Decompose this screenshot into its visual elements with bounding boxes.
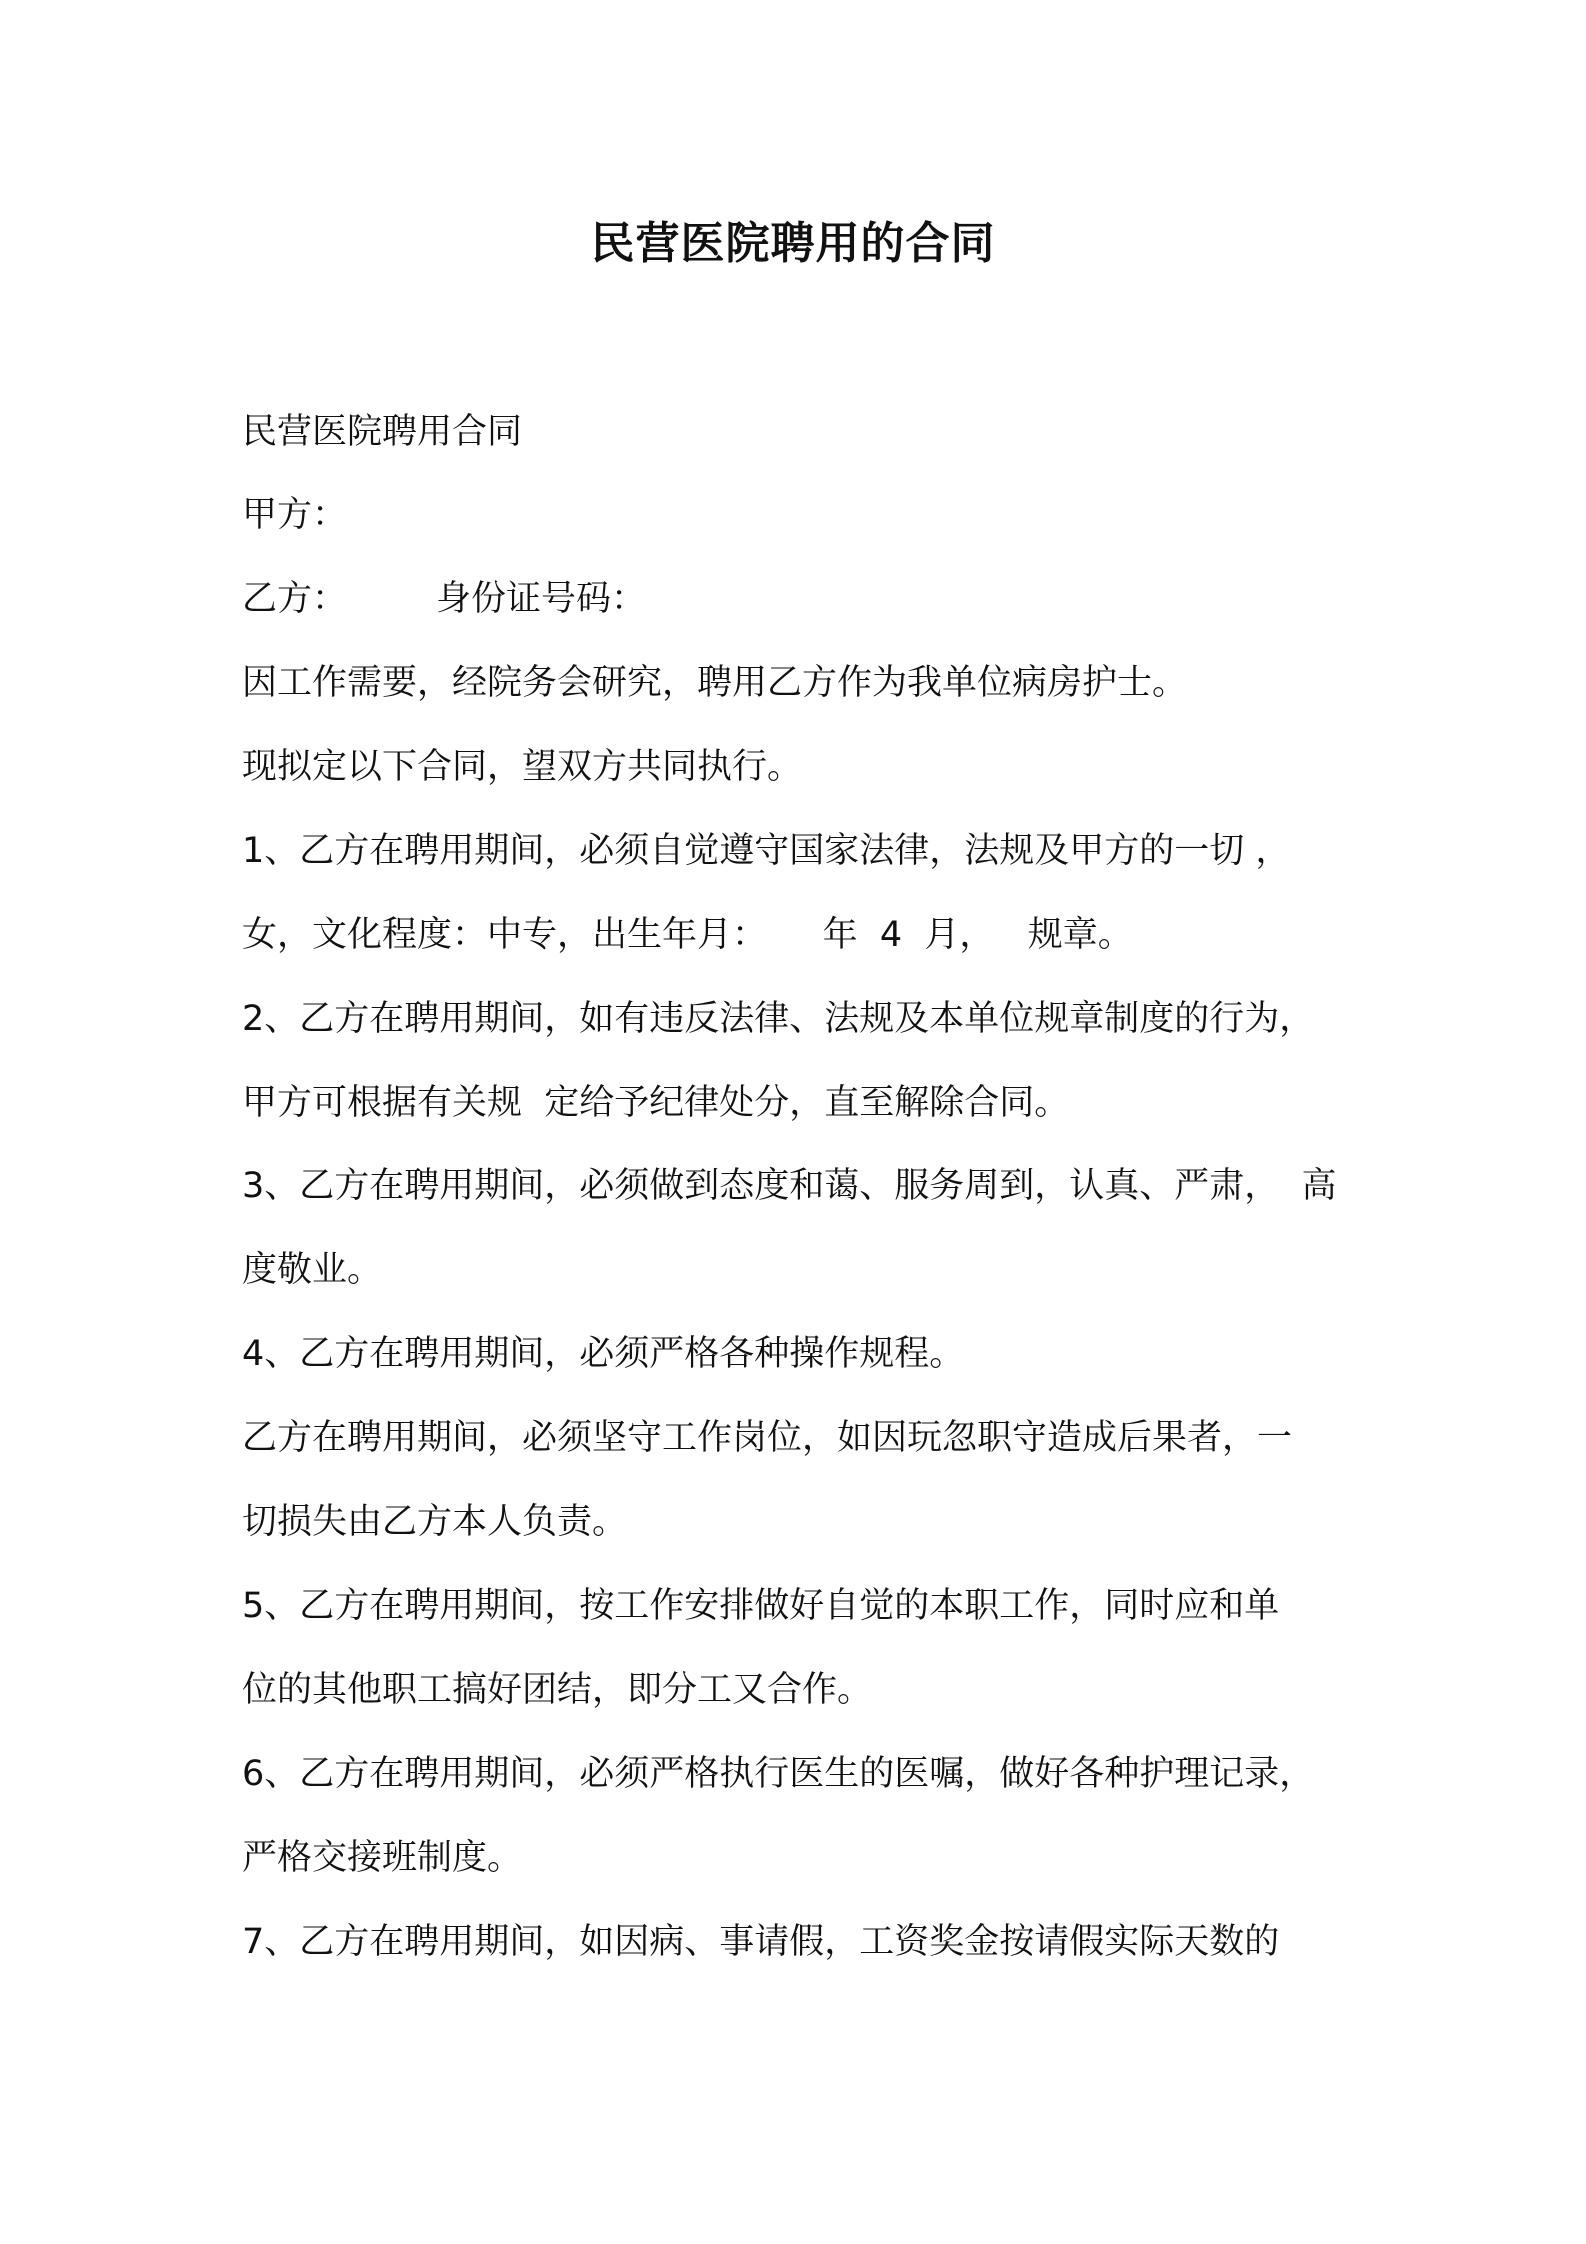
text-line: 1、乙方在聘用期间，必须自觉遵守国家法律，法规及甲方的一切 ，	[242, 831, 1291, 871]
text-line: 乙方在聘用期间，必须坚守工作岗位，如因玩忽职守造成后果者，一	[242, 1418, 1293, 1458]
text-line: 甲方可根据有关规 定给予纪律处分，直至解除合同。	[242, 1083, 1070, 1123]
text-line: 切损失由乙方本人负责。	[242, 1502, 628, 1542]
text-line: 因工作需要，经院务会研究，聘用乙方作为我单位病房护士。	[242, 663, 1188, 703]
text-line: 民营医院聘用合同	[242, 412, 523, 452]
text-line: 3、乙方在聘用期间，必须做到态度和蔼、服务周到，认真、严肃， 高	[242, 1166, 1337, 1206]
text-line: 位的其他职工搞好团结，即分工又合作。	[242, 1670, 873, 1710]
text-line: 甲方：	[242, 495, 348, 535]
text-line: 现拟定以下合同，望双方共同执行。	[242, 747, 803, 787]
text-line: 女，文化程度：中专，出生年月： 年 4 月， 规章。	[242, 915, 1133, 955]
text-line: 7、乙方在聘用期间，如因病、事请假，工资奖金按请假实际天数的	[242, 1922, 1280, 1962]
text-line: 度敬业。	[242, 1250, 383, 1290]
document-title: 民营医院聘用的合同	[590, 218, 996, 269]
text-line: 4、乙方在聘用期间，必须严格各种操作规程。	[242, 1334, 965, 1374]
text-line: 5、乙方在聘用期间，按工作安排做好自觉的本职工作，同时应和单	[242, 1586, 1280, 1626]
text-line: 2、乙方在聘用期间，如有违反法律、法规及本单位规章制度的行为，	[242, 999, 1315, 1039]
text-line: 严格交接班制度。	[242, 1838, 523, 1878]
text-line: 乙方： 身份证号码：	[242, 579, 647, 619]
text-line: 6、乙方在聘用期间，必须严格执行医生的医嘱，做好各种护理记录，	[242, 1754, 1315, 1794]
